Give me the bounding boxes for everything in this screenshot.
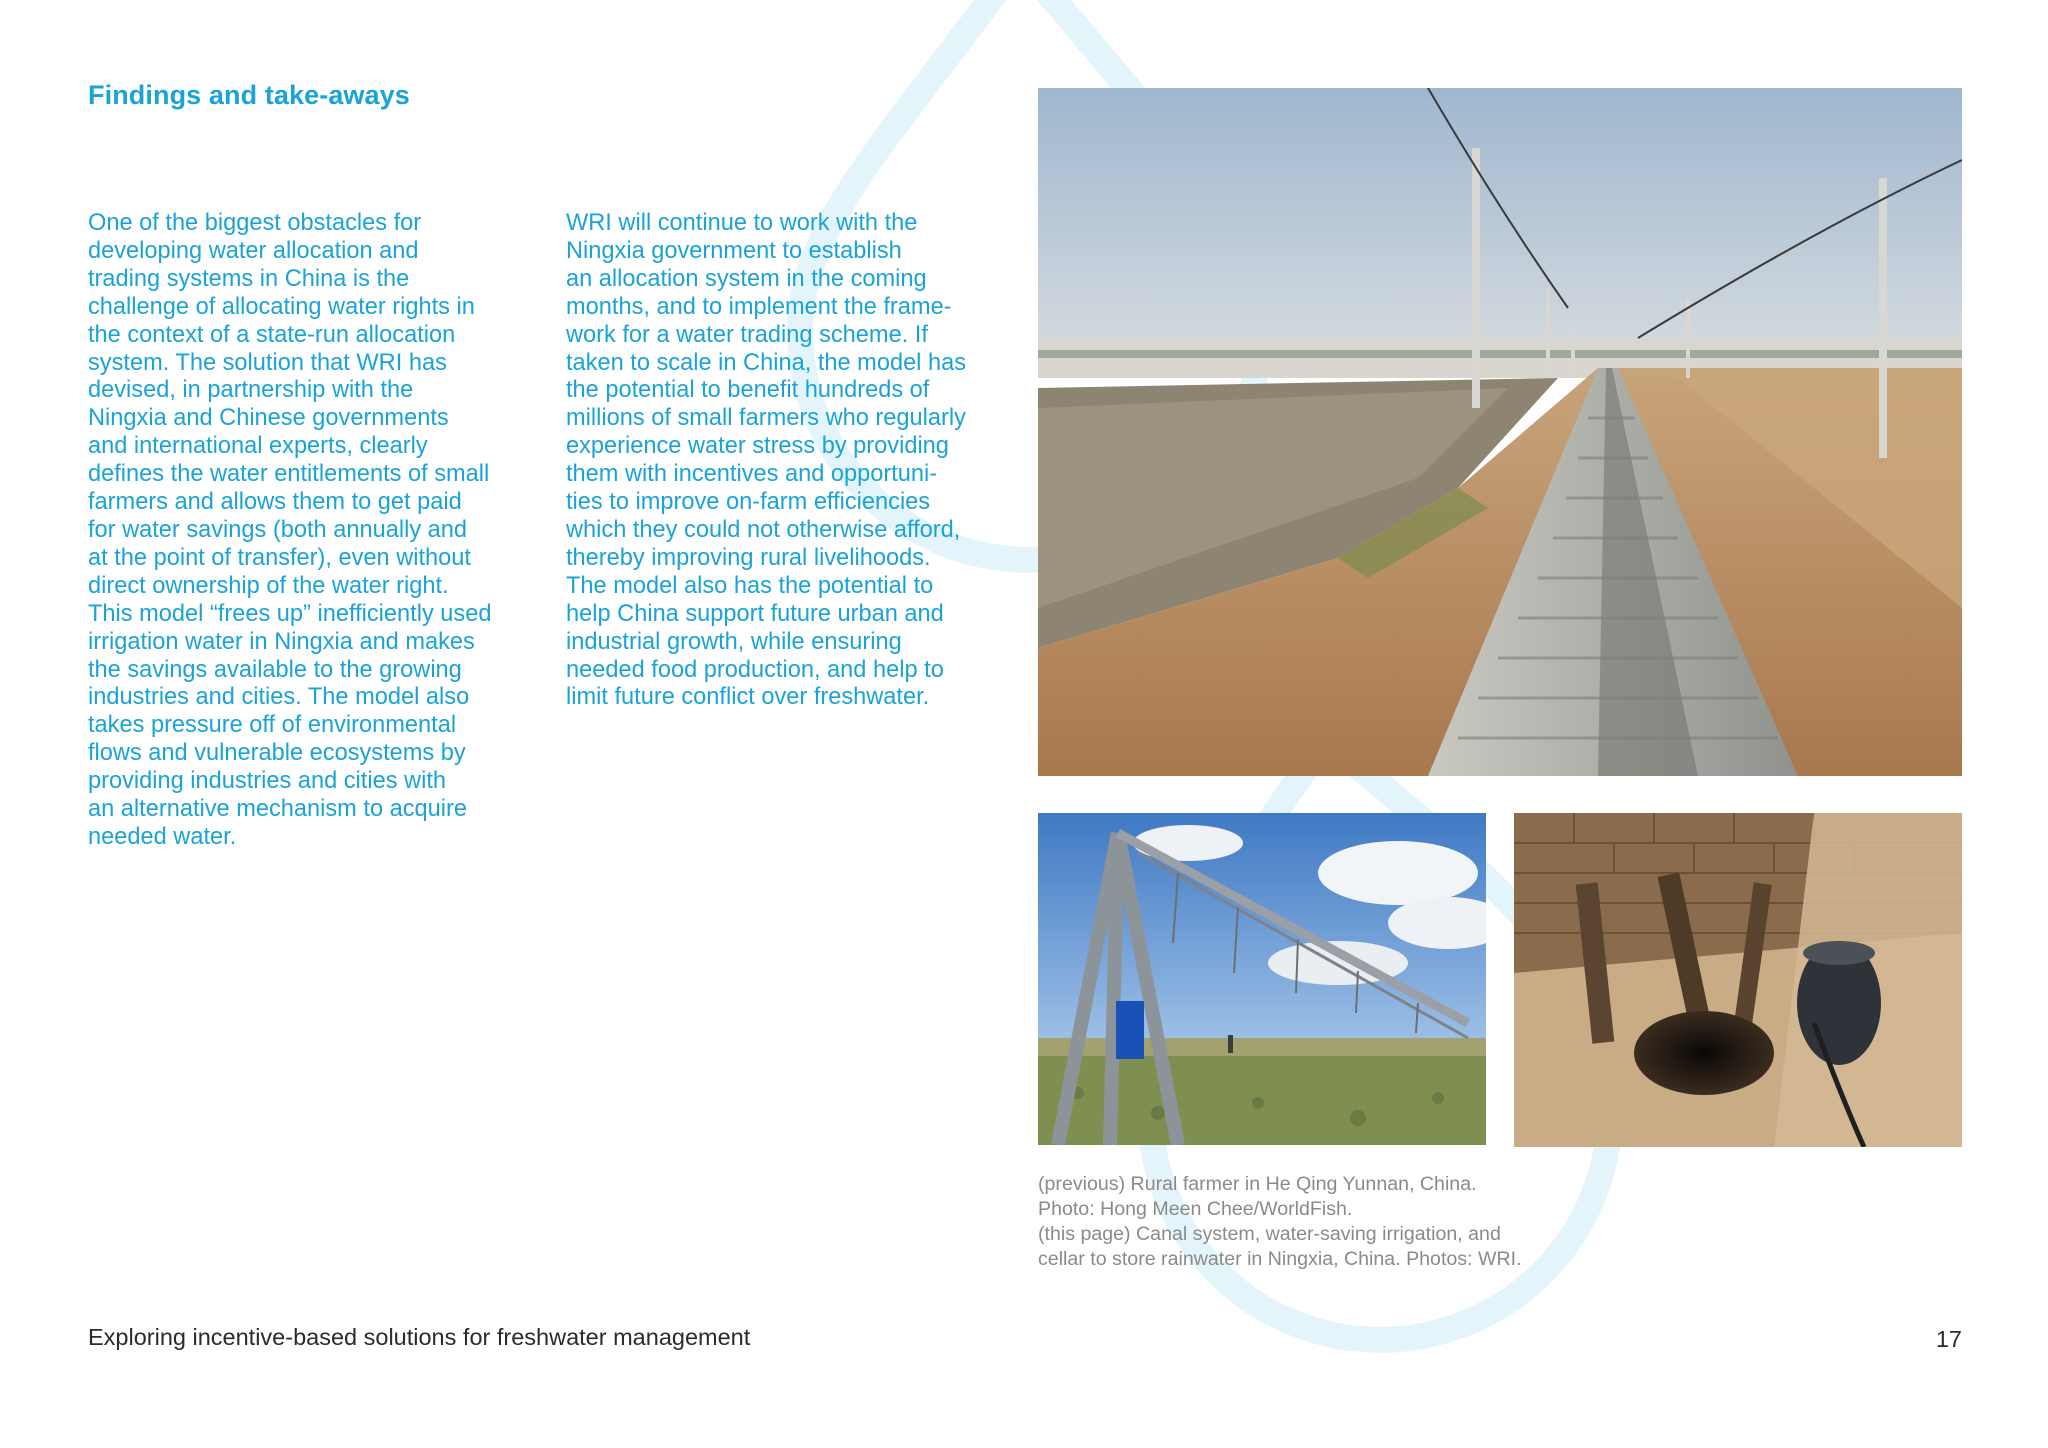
section-heading: Findings and take-aways bbox=[88, 80, 410, 110]
text-line: an allocation system in the coming bbox=[566, 265, 927, 292]
text-line: the potential to benefit hundreds of bbox=[566, 377, 930, 404]
text-line: defines the water entitlements of small bbox=[88, 461, 490, 488]
text-line: industries and cities. The model also bbox=[88, 684, 470, 711]
text-line: an alternative mechanism to acquire bbox=[88, 796, 468, 823]
text-line: millions of small farmers who regularly bbox=[566, 405, 966, 432]
text-line: work for a water trading scheme. If bbox=[566, 321, 928, 348]
text-line: ties to improve on-farm efficiencies bbox=[566, 489, 931, 516]
text-line: and international experts, clearly bbox=[88, 433, 428, 460]
text-line: One of the biggest obstacles for bbox=[88, 210, 422, 236]
text-line: help China support future urban and bbox=[566, 600, 944, 627]
rainwater-cellar-photo bbox=[1514, 813, 1962, 1147]
text-line: farmers and allows them to get paid bbox=[88, 489, 462, 516]
text-line: months, and to implement the frame- bbox=[566, 293, 952, 320]
text-line: experience water stress by providing bbox=[566, 433, 949, 460]
page-number: 17 bbox=[1935, 1326, 1962, 1352]
text-line: providing industries and cities with bbox=[88, 768, 447, 795]
text-line: challenge of allocating water rights in bbox=[88, 293, 475, 320]
text-line: The model also has the potential to bbox=[566, 572, 934, 599]
text-line: for water savings (both annually and bbox=[88, 516, 468, 543]
body-column-right bbox=[566, 210, 1021, 712]
caption-line: (this page) Canal system, water-saving irrigation, and bbox=[1038, 1223, 1501, 1245]
text-line: Ningxia government to establish bbox=[566, 237, 902, 264]
text-line: them with incentives and opportuni- bbox=[566, 461, 938, 488]
canal-system-photo bbox=[1038, 88, 1962, 776]
text-line: which they could not otherwise afford, bbox=[566, 516, 961, 543]
text-line: industrial growth, while ensuring bbox=[566, 628, 902, 655]
text-line: developing water allocation and bbox=[88, 237, 419, 264]
text-line: the context of a state-run allocation bbox=[88, 321, 456, 348]
text-line: direct ownership of the water right. bbox=[88, 572, 449, 599]
text-line: the savings available to the growing bbox=[88, 656, 462, 683]
caption-line: Photo: Hong Meen Chee/WorldFish. bbox=[1038, 1198, 1353, 1220]
text-line: system. The solution that WRI has bbox=[88, 349, 447, 376]
text-line: needed food production, and help to bbox=[566, 656, 944, 683]
photo-caption bbox=[1038, 1172, 1598, 1272]
text-line: takes pressure off of environmental bbox=[88, 712, 457, 739]
text-line: trading systems in China is the bbox=[88, 265, 410, 292]
text-line: limit future conflict over freshwater. bbox=[566, 684, 930, 711]
text-line: irrigation water in Ningxia and makes bbox=[88, 628, 475, 655]
text-line: WRI will continue to work with the bbox=[566, 210, 918, 236]
text-line: taken to scale in China, the model has bbox=[566, 349, 967, 376]
text-line: at the point of transfer), even without bbox=[88, 544, 471, 571]
text-line: Ningxia and Chinese governments bbox=[88, 405, 449, 432]
footer-title: Exploring incentive-based solutions for freshwater management bbox=[88, 1324, 751, 1350]
caption-line: cellar to store rainwater in Ningxia, China. Photos: WRI. bbox=[1038, 1248, 1522, 1270]
caption-line: (previous) Rural farmer in He Qing Yunnan, China. bbox=[1038, 1173, 1477, 1195]
text-line: This model “frees up” inefficiently used bbox=[88, 600, 492, 627]
pivot-irrigation-photo bbox=[1038, 813, 1486, 1145]
text-line: thereby improving rural livelihoods. bbox=[566, 544, 931, 571]
body-column-left bbox=[88, 210, 538, 852]
text-line: devised, in partnership with the bbox=[88, 377, 414, 404]
text-line: needed water. bbox=[88, 823, 237, 850]
text-line: flows and vulnerable ecosystems by bbox=[88, 740, 466, 767]
